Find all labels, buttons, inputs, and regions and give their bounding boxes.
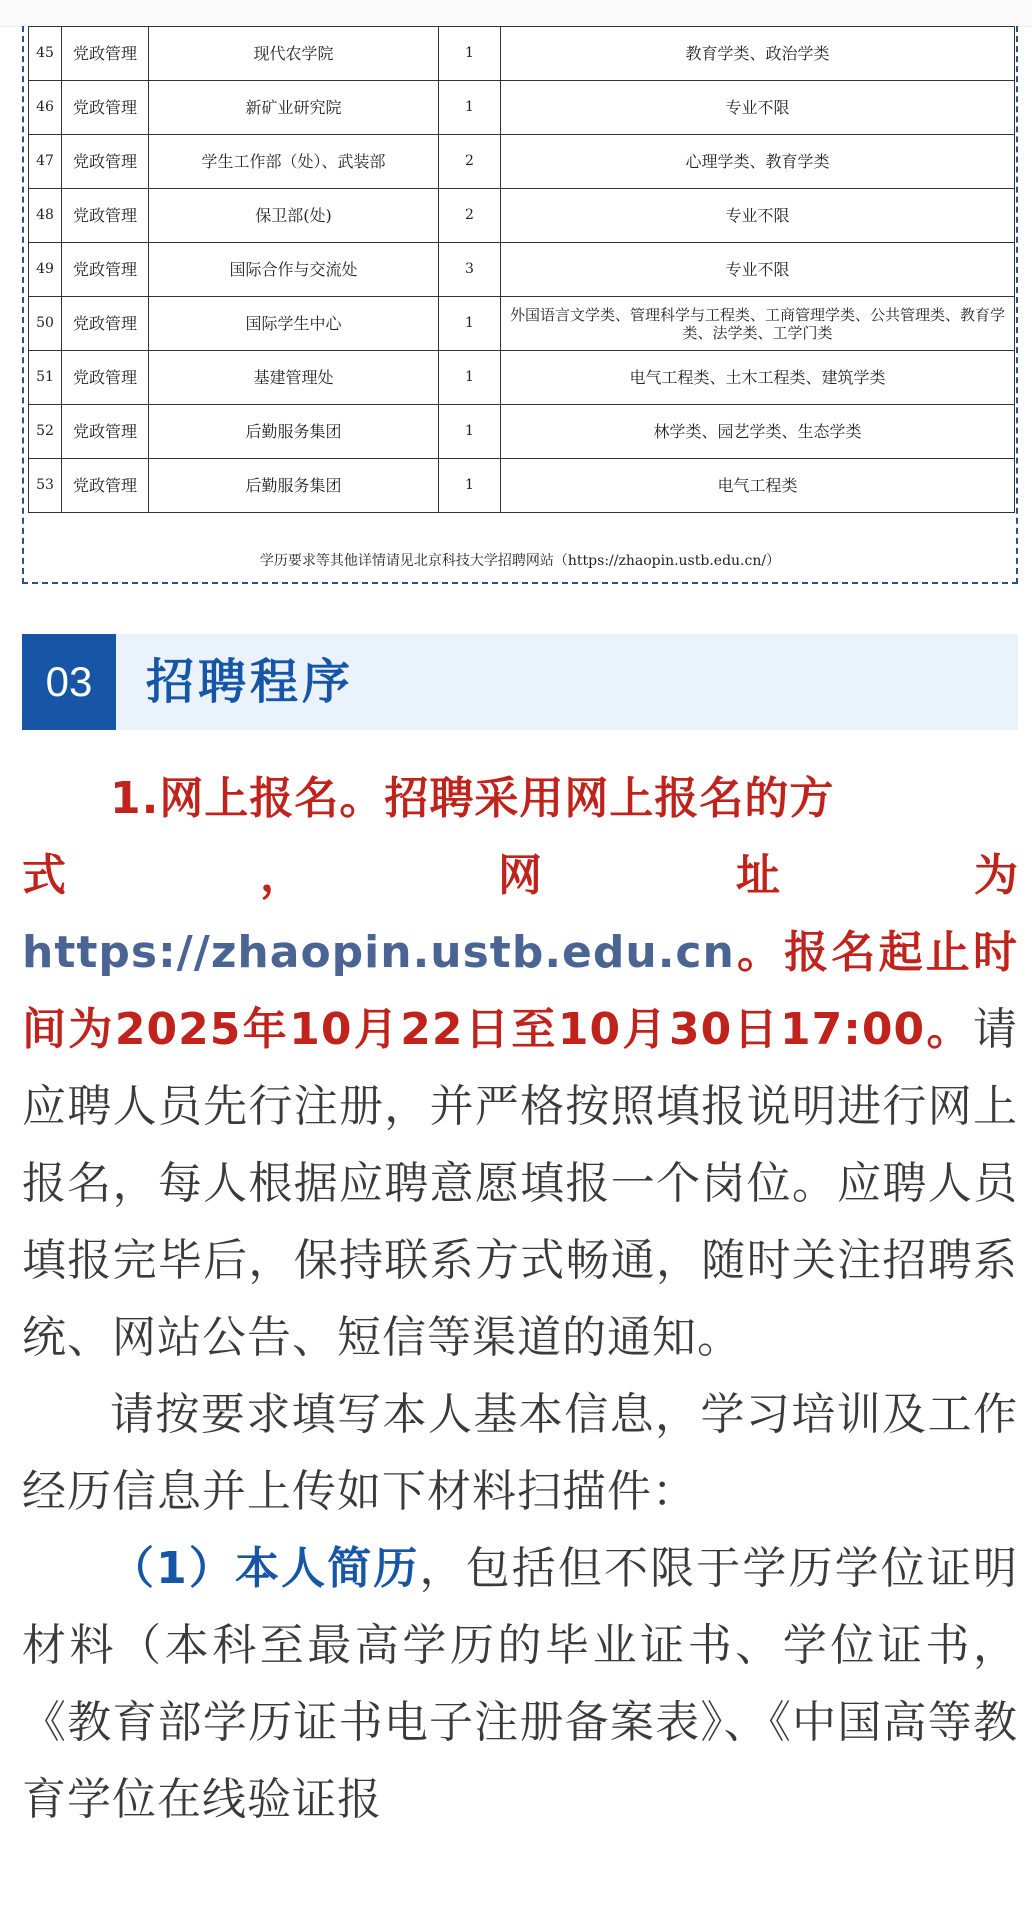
spread-line	[22, 837, 1018, 914]
resume-details: ，包括但不限于学历学位证明材料（本科至最高学历的毕业证书、学位证书，《教育部学历证书电子注册备案表》、《中国高等教育学位在线验证报	[22, 1543, 1018, 1825]
row-unit: 国际学生中心	[149, 297, 439, 351]
section-number: 03	[22, 634, 116, 730]
row-number: 48	[29, 189, 62, 243]
row-count: 1	[439, 459, 501, 513]
positions-table	[28, 26, 1015, 513]
spread-char: ，	[260, 850, 304, 901]
row-number: 50	[29, 297, 62, 351]
row-number: 46	[29, 81, 62, 135]
section-title: 招聘程序	[146, 654, 355, 710]
registration-heading: 1.网上报名。招聘采用网上报名的方	[110, 773, 835, 824]
paragraph-online-registration-cont	[22, 914, 1018, 1376]
positions-table-card	[22, 26, 1018, 584]
row-category: 党政管理	[62, 243, 149, 297]
table-row	[29, 351, 1015, 405]
registration-period: 。报名起止时间为2025年10月22日至10月30日17:00。	[22, 927, 1018, 1055]
positions-table-body	[29, 27, 1015, 513]
row-requirement: 心理学类、教育学类	[501, 135, 1015, 189]
row-count: 3	[439, 243, 501, 297]
table-row	[29, 189, 1015, 243]
row-category: 党政管理	[62, 351, 149, 405]
row-requirement: 电气工程类	[501, 459, 1015, 513]
row-category: 党政管理	[62, 135, 149, 189]
spread-char: 网	[498, 850, 542, 901]
spread-char: 式	[22, 850, 66, 901]
row-number: 49	[29, 243, 62, 297]
row-category: 党政管理	[62, 27, 149, 81]
paragraph-resume	[22, 1530, 1018, 1838]
row-number: 52	[29, 405, 62, 459]
table-footnote: 学历要求等其他详情请见北京科技大学招聘网站（https://zhaopin.ustb.edu.cn/）	[259, 553, 781, 569]
row-category: 党政管理	[62, 81, 149, 135]
row-unit: 基建管理处	[149, 351, 439, 405]
row-number: 53	[29, 459, 62, 513]
row-number: 45	[29, 27, 62, 81]
row-requirement: 专业不限	[501, 81, 1015, 135]
paragraph-online-registration	[22, 760, 1018, 837]
table-row	[29, 297, 1015, 351]
row-requirement: 电气工程类、土木工程类、建筑学类	[501, 351, 1015, 405]
table-row	[29, 81, 1015, 135]
row-number: 47	[29, 135, 62, 189]
row-count: 2	[439, 135, 501, 189]
table-row	[29, 135, 1015, 189]
row-unit: 学生工作部（处）、武装部	[149, 135, 439, 189]
row-category: 党政管理	[62, 189, 149, 243]
row-requirement: 专业不限	[501, 189, 1015, 243]
table-row	[29, 27, 1015, 81]
row-category: 党政管理	[62, 459, 149, 513]
article-body	[22, 760, 1018, 1838]
row-count: 1	[439, 405, 501, 459]
spread-char: 为	[974, 850, 1018, 901]
row-count: 1	[439, 297, 501, 351]
row-unit: 现代农学院	[149, 27, 439, 81]
paragraph-materials-intro: 请按要求填写本人基本信息，学习培训及工作经历信息并上传如下材料扫描件：	[22, 1389, 1018, 1517]
spread-char: 址	[736, 850, 780, 901]
row-count: 1	[439, 27, 501, 81]
row-requirement: 林学类、园艺学类、生态学类	[501, 405, 1015, 459]
positions-table-wrap	[28, 26, 1014, 513]
registration-instructions: 请应聘人员先行注册，并严格按照填报说明进行网上报名，每人根据应聘意愿填报一个岗位。应聘人员填报完毕后，保持联系方式畅通，随时关注招聘系统、网站公告、短信等渠道的通知。	[22, 1004, 1018, 1363]
row-count: 1	[439, 351, 501, 405]
top-edge-bar	[0, 0, 1032, 27]
row-count: 1	[439, 81, 501, 135]
row-count: 2	[439, 189, 501, 243]
table-row	[29, 243, 1015, 297]
row-requirement: 教育学类、政治学类	[501, 27, 1015, 81]
section-header	[22, 634, 1018, 730]
row-unit: 国际合作与交流处	[149, 243, 439, 297]
row-unit: 后勤服务集团	[149, 459, 439, 513]
row-category: 党政管理	[62, 405, 149, 459]
table-row	[29, 459, 1015, 513]
row-unit: 新矿业研究院	[149, 81, 439, 135]
row-unit: 后勤服务集团	[149, 405, 439, 459]
row-unit: 保卫部(处)	[149, 189, 439, 243]
table-row	[29, 405, 1015, 459]
resume-heading: （1）本人简历	[110, 1543, 420, 1594]
row-requirement: 外国语言文学类、管理科学与工程类、工商管理学类、公共管理类、教育学类、法学类、工学门类	[501, 297, 1015, 351]
registration-url-link[interactable]: https://zhaopin.ustb.edu.cn	[22, 927, 735, 978]
row-requirement: 专业不限	[501, 243, 1015, 297]
row-number: 51	[29, 351, 62, 405]
row-category: 党政管理	[62, 297, 149, 351]
